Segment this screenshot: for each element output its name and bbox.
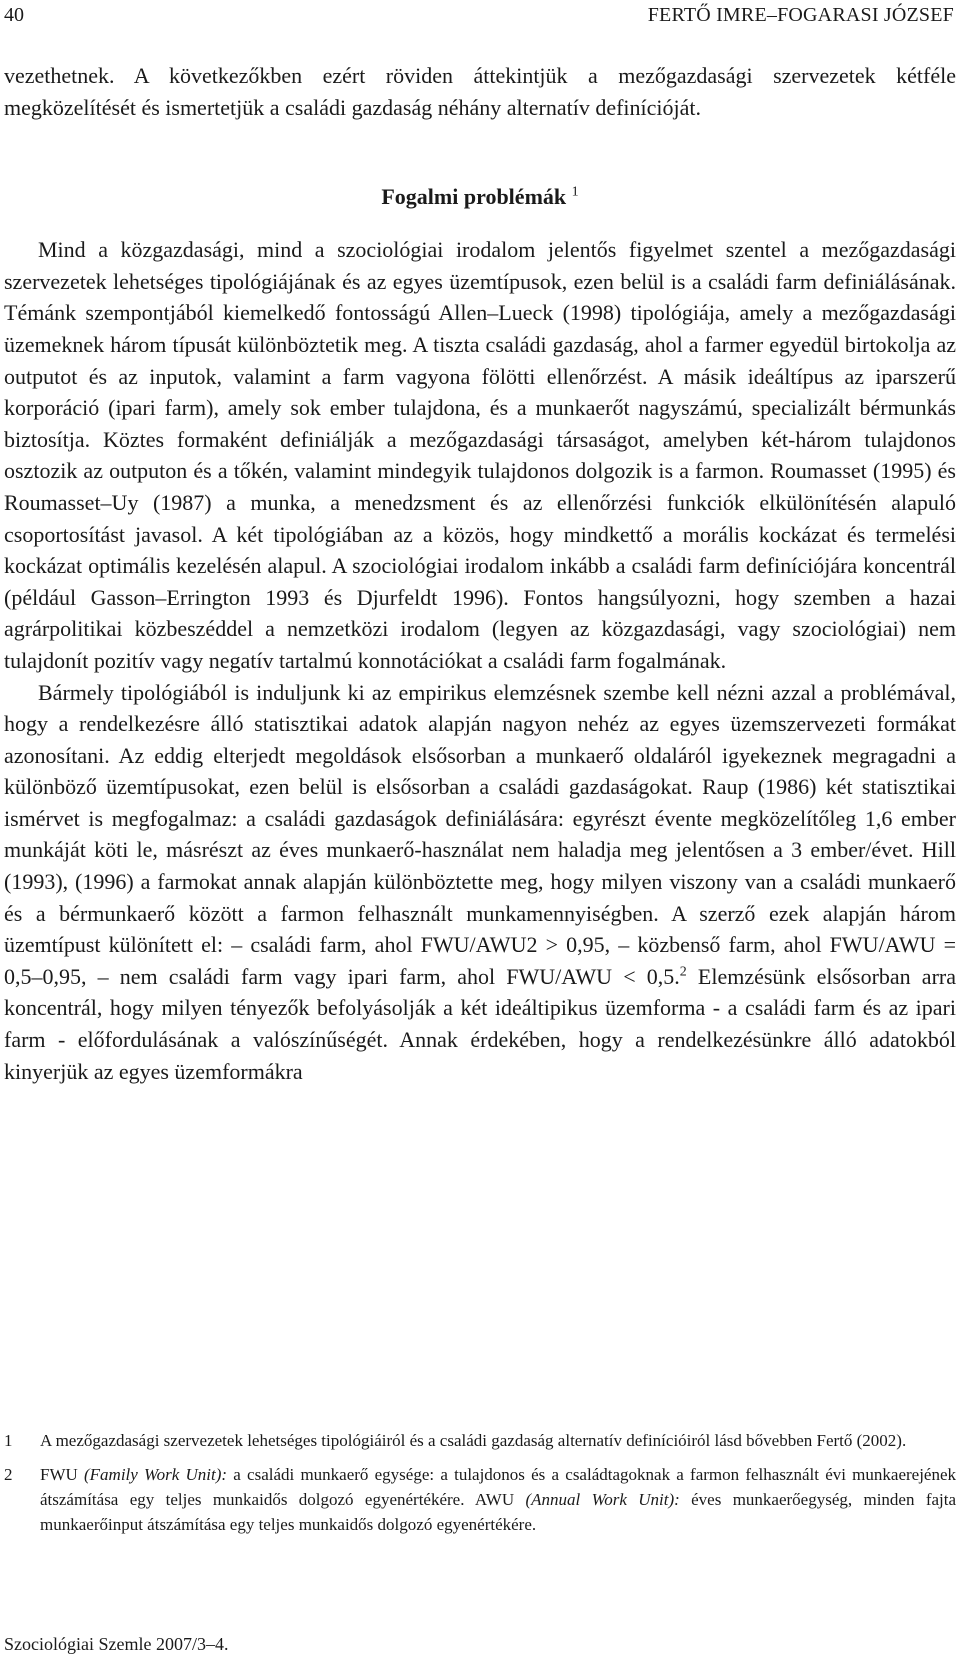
page-number: 40 [4, 4, 24, 26]
section-title: Fogalmi problémák [381, 184, 567, 210]
running-head: FERTŐ IMRE–FOGARASI JÓZSEF [647, 4, 954, 26]
footnote-text: A mezőgazdasági szervezetek lehetséges tipológiáiról és a családi gazdaság alternatív definícióiról lásd bővebben Fertő (2002). [40, 1431, 907, 1450]
section-heading [4, 181, 956, 212]
intro-paragraph: vezethetnek. A következőkben ezért röviden áttekintjük a mezőgazdasági szervezetek kétféle megközelítését és ismertetjük a családi gazdaság néhány alternatív definícióját. [4, 63, 956, 120]
footnote-1 [4, 1428, 956, 1453]
fwu-expansion: (Family Work Unit): [84, 1465, 228, 1484]
awu-expansion: (Annual Work Unit): [525, 1490, 680, 1509]
footnotes [4, 1428, 956, 1546]
footnote-marker-2[interactable]: 2 [679, 964, 687, 980]
fwu-definition: a családi munkaerő egysége: a tulajdonos és a családtagoknak a farmon felhasznált évi munkaerejének átszámítása egy teljes munkaidős dolgozó egyenértékére. [40, 1465, 957, 1509]
paragraph-2-text: Bármely tipológiából is induljunk ki az empirikus elemzésnek szembe kell nézni azzal a problémával, hogy a rendelkezésre álló statisztikai adatok alapján nagyon nehéz az egyes üzemszervezeti formákat azonosítani. Az eddig elterjedt megoldások elsősorban a munkaerő oldaláról igyekeznek megragadni a különböző üzemtípusokat, ezen belül is elsősorban a családi gazdaságokat. Raup (1986) két statisztikai ismérvet is megfogalmaz: a családi gazdaságok definiálására: egyrészt évente megközelítőleg 1,6 ember munkáját köti le, másrészt az éves munkaerő-használat nem haladja meg jelentősen a 3 ember/évet. Hill (1993), (1996) a farmokat annak alapján különböztette meg, hogy milyen viszony van a családi munkaerő és a bérmunkaerő között a farmon felhasznált munkamennyiségben. A szerző ezek alapján három üzemtípust különített el: – családi farm, ahol FWU/AWU2 > 0,95, – közbenső farm, ahol FWU/AWU = 0,5–0,95, – nem családi farm vagy ipari farm, ahol FWU/AWU < 0,5. [4, 679, 956, 989]
body-text [4, 60, 956, 1087]
footnote-number: 1 [4, 1431, 13, 1450]
footnote-2 [4, 1462, 956, 1537]
paragraph-1: Mind a közgazdasági, mind a szociológiai irodalom jelentős figyelmet szentel a mezőgazdasági szervezetek lehetséges tipológiájának és az egyes üzemtípusok, ezen belül is a családi farm definiálásának. Témánk szempontjából kiemelkedő fontosságú Allen–Lueck (1998) tipológiája, amely a mezőgazdasági üzemeknek három típusát különböztetik meg. A tiszta családi gazdaság, ahol a farmer egyedül birtokolja az outputot és az inputok, valamint a farm vagyona fölötti ellenőrzést. A másik ideáltípus az iparszerű korporáció (ipari farm), amely sok ember tulajdona, és a munkaerőt nagyszámú, specializált bérmunkás biztosítja. Köztes formaként definiálják a mezőgazdasági társaságot, amelyben két-három tulajdonos osztozik az outputon és a tőkén, valamint mindegyik tulajdonos dolgozik is a farmon. Roumasset (1995) és Roumasset–Uy (1987) a munka, a menedzsment és az ellenőrzési funkciók elkülönítésén alapuló csoportosítást javasol. A két tipológiában az a közös, hogy mindkettő a morális kockázat és termelési kockázat optimális kezelésén alapul. A szociológiai irodalom inkább a családi farm definíciójára koncentrál (például Gasson–Errington 1993 és Djurfeldt 1996). Fontos hangsúlyozni, hogy szemben a hazai agrárpolitikai közbeszéddel a nemzetközi irodalom (legyen az közgazdasági, vagy szociológiai) nem tulajdonít pozitív vagy negatív tartalmú konnotációkat a családi farm fogalmának. [4, 237, 956, 673]
paragraph-2 [4, 677, 956, 1088]
journal-footer: Szociológiai Szemle 2007/3–4. [4, 1634, 229, 1654]
awu-definition: éves munkaerőegység, minden fajta munkaerőinput átszámítása egy teljes munkaidős dolgozó egyenértékére. [40, 1490, 957, 1534]
fwu-label: FWU [40, 1465, 78, 1484]
awu-label: AWU [474, 1490, 515, 1509]
paragraph-2-continuation: Elemzésünk elsősorban arra koncentrál, hogy milyen tényezők befolyásolják a két ideáltipikus üzemforma - a családi farm és az ipari farm - előfordulásának a valószínűségét. Annak érdekében, hogy a rendelkezésünkre álló adatokból kinyerjük az egyes üzemformákra [4, 963, 956, 1084]
footnote-text [40, 1462, 956, 1537]
footnote-number: 2 [4, 1465, 13, 1484]
footnote-marker-1[interactable]: 1 [571, 184, 579, 200]
